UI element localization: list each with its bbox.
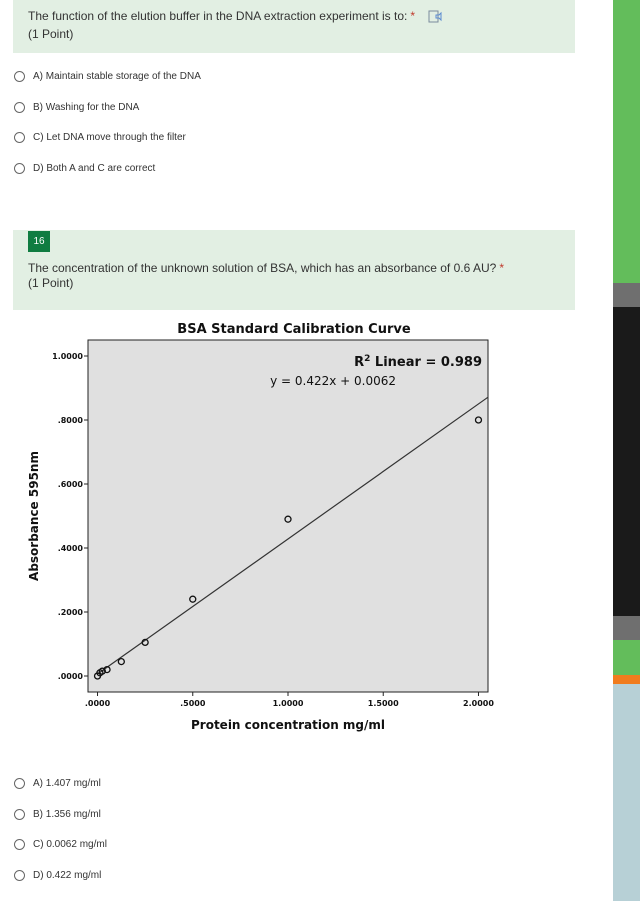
- y-tick-label: 1.0000: [52, 352, 83, 361]
- q15-option-c[interactable]: [14, 129, 186, 145]
- radio-button[interactable]: [14, 839, 25, 850]
- q16-option-d[interactable]: [14, 867, 101, 883]
- background-strip-blue: [613, 684, 640, 901]
- option-label: D) Both A and C are correct: [33, 162, 156, 174]
- background-strip-gray: [613, 283, 640, 307]
- q15-option-a[interactable]: [14, 68, 201, 84]
- background-strip-green-2: [613, 640, 640, 675]
- question-16-text: The concentration of the unknown solution of BSA, which has an absorbance of 0.6 AU?: [28, 261, 497, 275]
- x-tick-label: 1.0000: [272, 699, 304, 708]
- radio-button[interactable]: [14, 809, 25, 820]
- q15-option-b[interactable]: [14, 99, 139, 115]
- y-tick-label: .0000: [57, 672, 83, 681]
- chart-title: BSA Standard Calibration Curve: [177, 322, 411, 337]
- y-tick-label: .4000: [57, 544, 83, 553]
- question-15-text: The function of the elution buffer in the DNA extraction experiment is to:: [28, 9, 408, 23]
- x-tick-label: .5000: [180, 699, 206, 708]
- x-tick-label: .0000: [84, 699, 111, 708]
- question-16-title: [28, 261, 504, 291]
- option-label: A) 1.407 mg/ml: [33, 777, 101, 789]
- y-tick-label: .8000: [57, 416, 83, 425]
- required-asterisk: *: [410, 9, 415, 23]
- x-axis-label: Protein concentration mg/ml: [190, 718, 386, 732]
- option-label: C) Let DNA move through the filter: [33, 131, 186, 143]
- background-strip-orange: [613, 675, 640, 684]
- question-16-points: (1 Point): [28, 276, 74, 290]
- option-label: A) Maintain stable storage of the DNA: [33, 70, 201, 82]
- question-16-header: [13, 230, 575, 310]
- fit-equation: y = 0.422x + 0.0062: [270, 374, 396, 388]
- background-strip-black: [613, 307, 640, 616]
- q16-option-c[interactable]: [14, 836, 107, 852]
- immersive-reader-icon[interactable]: [428, 10, 443, 27]
- y-axis-label: Absorbance 595nm: [27, 451, 41, 581]
- required-asterisk: *: [499, 261, 504, 275]
- background-strip-gray-2: [613, 616, 640, 640]
- option-label: B) Washing for the DNA: [33, 101, 140, 113]
- question-15-points: (1 Point): [28, 27, 74, 41]
- q16-option-a[interactable]: [14, 775, 101, 791]
- radio-button[interactable]: [14, 870, 25, 881]
- option-label: B) 1.356 mg/ml: [33, 808, 101, 820]
- radio-button[interactable]: [14, 778, 25, 789]
- x-tick-label: 1.5000: [367, 699, 399, 708]
- question-15-title: [28, 9, 443, 42]
- x-tick-label: 2.0000: [463, 699, 494, 708]
- y-tick-label: .6000: [57, 480, 83, 489]
- y-tick-label: .2000: [57, 608, 83, 617]
- radio-button[interactable]: [14, 132, 25, 143]
- option-label: C) 0.0062 mg/ml: [33, 838, 107, 850]
- question-15-header: [13, 0, 575, 53]
- radio-button[interactable]: [14, 102, 25, 113]
- q16-option-b[interactable]: [14, 806, 101, 822]
- question-number-badge: 16: [28, 231, 50, 252]
- radio-button[interactable]: [14, 71, 25, 82]
- calibration-chart: [13, 310, 575, 758]
- radio-button[interactable]: [14, 163, 25, 174]
- r2-annotation: $R^2$ Linear = 0.989: [354, 354, 482, 370]
- chart-svg: [13, 310, 575, 758]
- q15-option-d[interactable]: [14, 160, 155, 176]
- background-strip-green: [613, 0, 640, 283]
- option-label: D) 0.422 mg/ml: [33, 869, 102, 881]
